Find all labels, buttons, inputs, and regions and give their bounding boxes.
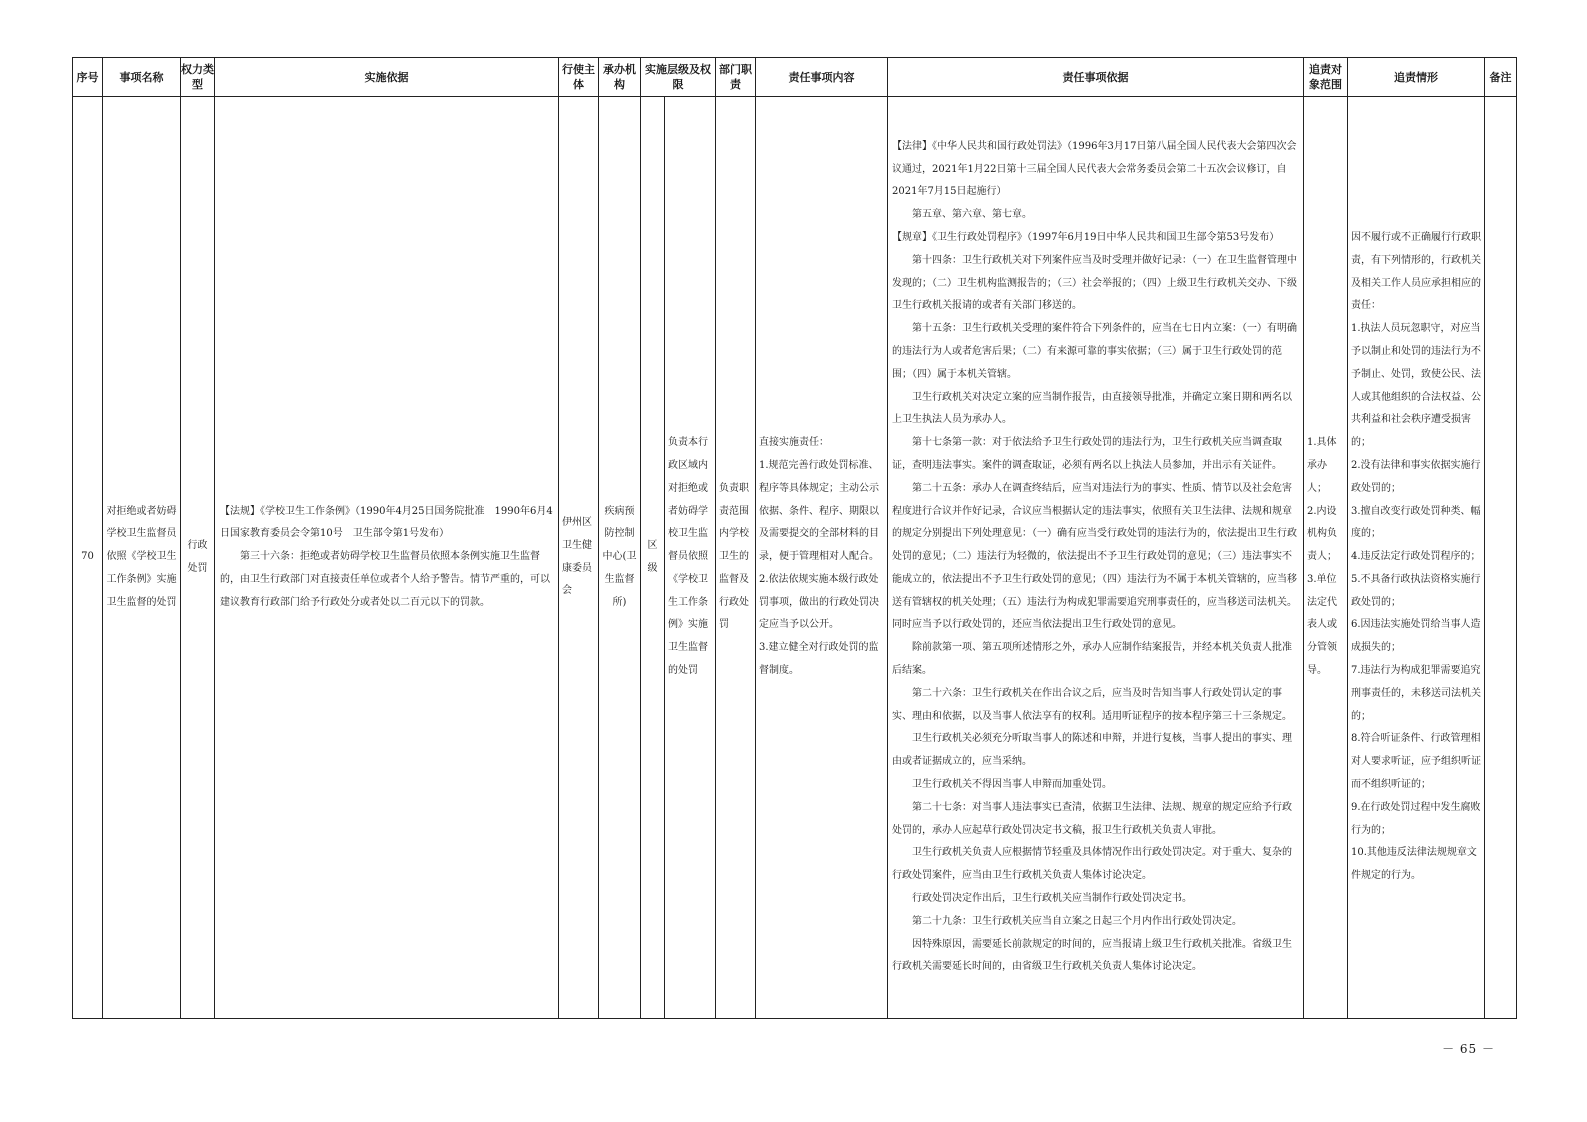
resp-basis-paragraph: 第十四条：卫生行政机关对下列案件应当及时受理并做好记录：（一）在卫生监督管理中发现的；（二）卫生机构监测报告的；（三）社会举报的；（四）上级卫生行政机关交办、下级卫生行政机关报请的或者有关部门移送的。 bbox=[892, 254, 1297, 312]
header-resp-basis: 责任事项依据 bbox=[888, 58, 1304, 97]
situation-item: 6.因违法实施处罚给当事人造成损失的； bbox=[1351, 619, 1481, 654]
header-name: 事项名称 bbox=[103, 58, 181, 97]
header-seq: 序号 bbox=[73, 58, 103, 97]
header-scope: 追责对象范围 bbox=[1304, 58, 1348, 97]
situation-item: 7.违法行为构成犯罪需要追究刑事责任的，未移送司法机关的； bbox=[1351, 665, 1481, 722]
cell-basis bbox=[215, 97, 559, 1019]
situation-item: 4.违反法定行政处罚程序的； bbox=[1351, 551, 1481, 563]
cell-type: 行政处罚 bbox=[181, 97, 215, 1019]
resp-basis-paragraph: 卫生行政机关不得因当事人申辩而加重处罚。 bbox=[912, 779, 1112, 791]
resp-basis-paragraph: 除前款第一项、第五项所述情形之外，承办人应制作结案报告，并经本机关负责人批准后结案。 bbox=[892, 642, 1292, 677]
cell-remark bbox=[1485, 97, 1517, 1019]
cell-level-scope: 负责本行政区域内对拒绝或者妨碍学校卫生监督员依照《学校卫生工作条例》实施卫生监督的处罚 bbox=[665, 97, 716, 1019]
resp-content-item: 2.依法依规实施本级行政处罚事项，做出的行政处罚决定应当予以公开。 bbox=[759, 573, 879, 631]
resp-basis-paragraph: 卫生行政机关对决定立案的应当制作报告，由直接领导批准，并确定立案日期和两名以上卫生执法人员为承办人。 bbox=[892, 391, 1292, 426]
cell-level-tier: 区级 bbox=[641, 97, 665, 1019]
table-row bbox=[73, 97, 1517, 1019]
header-basis: 实施依据 bbox=[215, 58, 559, 97]
resp-content-item: 3.建立健全对行政处罚的监督制度。 bbox=[759, 642, 879, 677]
cell-org: 疾病预防控制中心(卫生监督所) bbox=[599, 97, 641, 1019]
cell-name: 对拒绝或者妨碍学校卫生监督员依照《学校卫生工作条例》实施卫生监督的处罚 bbox=[103, 97, 181, 1019]
header-resp-content: 责任事项内容 bbox=[756, 58, 888, 97]
cell-subject: 伊州区卫生健康委员会 bbox=[559, 97, 599, 1019]
resp-basis-paragraph: 第五章、第六章、第七章。 bbox=[912, 209, 1032, 221]
resp-basis-paragraph: 行政处罚决定作出后，卫生行政机关应当制作行政处罚决定书。 bbox=[912, 893, 1192, 905]
resp-content-item: 1.规范完善行政处罚标准、程序等具体规定；主动公示依据、条件、程序、期限以及需要提交的全部材料的目录，便于管理相对人配合。 bbox=[759, 459, 879, 563]
scope-item: 3.单位法定代表人或分管领导。 bbox=[1307, 573, 1337, 677]
resp-basis-paragraph: 因特殊原因，需要延长前款规定的时间的，应当报请上级卫生行政机关批准。省级卫生行政机关需要延长时间的，由省级卫生行政机关负责人集体讨论决定。 bbox=[892, 938, 1292, 973]
resp-basis-paragraph: 【法律】《中华人民共和国行政处罚法》（1996年3月17日第八届全国人民代表大会第四次会议通过，2021年1月22日第十三届全国人民代表大会常务委员会第二十五次会议修订，自2021年7月15日起施行） bbox=[892, 140, 1297, 198]
situation-item: 3.擅自改变行政处罚种类、幅度的； bbox=[1351, 505, 1481, 540]
resp-basis-paragraph: 卫生行政机关必须充分听取当事人的陈述和申辩，并进行复核，当事人提出的事实、理由或者证据成立的，应当采纳。 bbox=[892, 733, 1292, 768]
resp-basis-paragraph: 卫生行政机关负责人应根据情节轻重及具体情况作出行政处罚决定。对于重大、复杂的行政处罚案件，应当由卫生行政机关负责人集体讨论决定。 bbox=[892, 847, 1292, 882]
resp-content-item: 直接实施责任： bbox=[759, 437, 829, 449]
header-duty: 部门职责 bbox=[716, 58, 756, 97]
resp-basis-paragraph: 第十七条第一款：对于依法给予卫生行政处罚的违法行为，卫生行政机关应当调查取证，查明违法事实。案件的调查取证，必须有两名以上执法人员参加，并出示有关证件。 bbox=[892, 437, 1282, 471]
cell-resp-basis bbox=[888, 97, 1304, 1019]
resp-basis-paragraph: 第二十六条：卫生行政机关在作出合议之后，应当及时告知当事人行政处罚认定的事实、理由和依据，以及当事人依法享有的权利。适用听证程序的按本程序第三十三条规定。 bbox=[892, 687, 1292, 722]
situation-item: 10.其他违反法律法规规章文件规定的行为。 bbox=[1351, 847, 1477, 882]
page-number: － 65 － bbox=[1442, 1042, 1495, 1056]
cell-resp-content bbox=[756, 97, 888, 1019]
resp-basis-paragraph: 第二十五条：承办人在调查终结后，应当对违法行为的事实、性质、情节以及社会危害程度进行合议并作好记录，合议应当根据认定的违法事实，依照有关卫生法律、法规和规章的规定分别提出下列处理意见：（一）确有应当受行政处罚的违法行为的，依法提出卫生行政处罚的意见；（二）违法行为轻微的，依法提出不予卫生行政处罚的意见；（三）违法事实不能成立的，依法提出不予卫生行政处罚的意见；（四）违法行为不属于本机关管辖的，应当移送有管辖权的机关处理；（五）违法行为构成犯罪需要追究刑事责任的，应当移送司法机关。同时应当予以行政处罚的，还应当依法提出卫生行政处罚的意见。 bbox=[892, 482, 1297, 631]
resp-basis-paragraph: 第十五条：卫生行政机关受理的案件符合下列条件的，应当在七日内立案：（一）有明确的违法行为人或者危害后果；（二）有来源可靠的事实依据；（三）属于卫生行政处罚的范围；（四）属于本机关管辖。 bbox=[892, 323, 1297, 380]
situation-item: 1.执法人员玩忽职守，对应当予以制止和处罚的违法行为不予制止、处罚，致使公民、法人或其他组织的合法权益、公共利益和社会秩序遭受损害的； bbox=[1351, 323, 1481, 449]
header-row bbox=[73, 58, 1517, 97]
situation-item: 8.符合听证条件、行政管理相对人要求听证，应予组织听证而不组织听证的； bbox=[1351, 733, 1481, 791]
basis-source: 【法规】《学校卫生工作条例》（1990年4月25日国务院批准 1990年6月4日国家教育委员会令第10号 卫生部令第1号发布） bbox=[220, 505, 553, 540]
scope-item: 2.内设机构负责人； bbox=[1307, 505, 1337, 563]
responsibility-table bbox=[72, 57, 1517, 1019]
cell-duty: 负责职责范围内学校卫生的监督及行政处罚 bbox=[716, 97, 756, 1019]
header-subject: 行使主体 bbox=[559, 58, 599, 97]
resp-basis-paragraph: 第二十九条：卫生行政机关应当自立案之日起三个月内作出行政处罚决定。 bbox=[912, 915, 1242, 927]
basis-article: 第三十六条：拒绝或者妨碍学校卫生监督员依照本条例实施卫生监督的，由卫生行政部门对直接责任单位或者个人给予警告。情节严重的，可以建议教育行政部门给予行政处分或者处以二百元以下的罚款。 bbox=[220, 551, 550, 608]
situation-item: 2.没有法律和事实依据实施行政处罚的； bbox=[1351, 459, 1481, 494]
resp-basis-paragraph: 第二十七条：对当事人违法事实已查清，依据卫生法律、法规、规章的规定应给予行政处罚的，承办人应起草行政处罚决定书文稿，报卫生行政机关负责人审批。 bbox=[892, 801, 1292, 836]
situation-item: 5.不具备行政执法资格实施行政处罚的； bbox=[1351, 573, 1481, 608]
situation-item: 因不履行或不正确履行行政职责，有下列情形的，行政机关及相关工作人员应承担相应的责任： bbox=[1351, 231, 1481, 312]
cell-situation bbox=[1348, 97, 1485, 1019]
cell-scope bbox=[1304, 97, 1348, 1019]
header-org: 承办机构 bbox=[599, 58, 641, 97]
header-situation: 追责情形 bbox=[1348, 58, 1485, 97]
header-type: 权力类型 bbox=[181, 58, 215, 97]
resp-basis-paragraph: 【规章】《卫生行政处罚程序》（1997年6月19日中华人民共和国卫生部令第53号发布） bbox=[892, 231, 1280, 243]
scope-item: 1.具体承办人； bbox=[1307, 437, 1337, 494]
cell-seq: 70 bbox=[73, 97, 103, 1019]
header-remark: 备注 bbox=[1485, 58, 1517, 97]
header-level: 实施层级及权限 bbox=[641, 58, 716, 97]
situation-item: 9.在行政处罚过程中发生腐败行为的； bbox=[1351, 801, 1481, 836]
